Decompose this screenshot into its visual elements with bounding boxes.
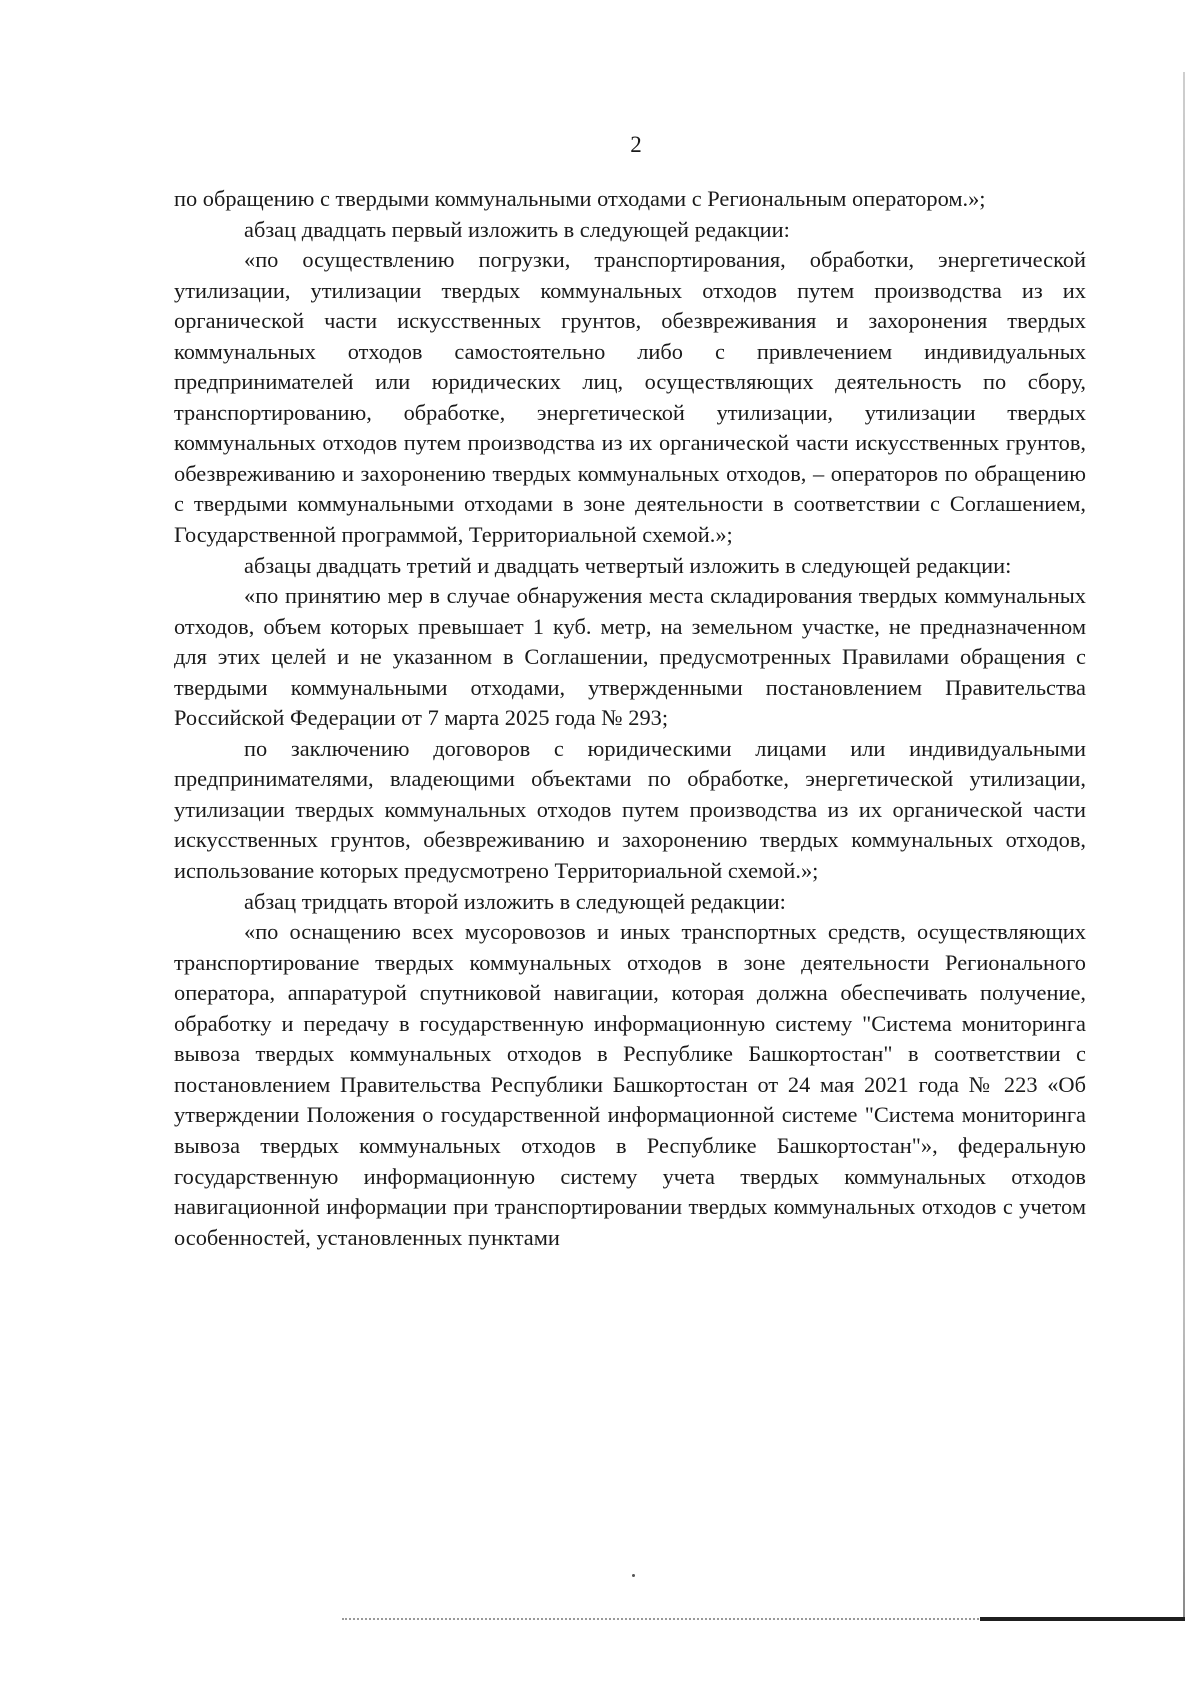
paragraph-contracts: по заключению договоров с юридическими лицами или индивидуальными предпринимателями, владеющими объектами по обработке, энергетической утилизации, утилизации твердых коммунальных отходов путем производства из их органической части искусственных грунтов, обезвреживанию и захоронению твердых коммунальных отходов, использование которых предусмотрено Территориальной схемой.»; <box>174 735 1086 884</box>
paragraph-quote-loading: «по осуществлению погрузки, транспортирования, обработки, энергетической утилизации, утилизации твердых коммунальных отходов путем производства из их органической части искусственных грунтов, обезвреживания и захоронения твердых коммунальных отходов самостоятельно либо с привлечением индивидуальных предпринимателей или юридических лиц, осуществляющих деятельность по сбору, транспортированию, обработке, энергетической утилизации, утилизации твердых коммунальных отходов путем производства из их органической части искусственных грунтов, обезвреживанию и захоронению твердых коммунальных отходов, – операторов по обращению с твердыми коммунальными отходами в зоне деятельности в соответствии с Соглашением, Государственной программой, Территориальной схемой.»; <box>174 247 1086 548</box>
paragraph-quote-equipment: «по оснащению всех мусоровозов и иных транспортных средств, осуществляющих транспортирование твердых коммунальных отходов в зоне деятельности Регионального оператора, аппаратурой спутниковой навигации, которая должна обеспечивать получение, обработку и передачу в государственную информационную систему "Система мониторинга вывоза твердых коммунальных отходов в Республике Башкортостан" в соответствии с постановлением Правительства Республики Башкортостан от 24 мая 2021 года № 223 «Об утверждении Положения о государственной информационной системе "Система мониторинга вывоза твердых коммунальных отходов в Республике Башкортостан"», федеральную государственную информационную систему учета твердых коммунальных отходов навигационной информации при транспортировании твердых коммунальных отходов с учетом особенностей, установленных пунктами <box>174 919 1086 1250</box>
paragraph-amendment-32: абзац тридцать второй изложить в следующей редакции: <box>244 888 786 914</box>
paragraph-continuation: по обращению с твердыми коммунальными отходами с Региональным оператором.»; <box>174 186 986 211</box>
scan-speck <box>632 1574 635 1577</box>
paragraph-amendment-21: абзац двадцать первый изложить в следующей редакции: <box>244 216 790 242</box>
scan-edge-right <box>1183 72 1185 1617</box>
paragraph-quote-measures: «по принятию мер в случае обнаружения места складирования твердых коммунальных отходов, объем которых превышает 1 куб. метр, на земельном участке, не предназначенном для этих целей и не указанном в Соглашении, предусмотренных Правилами обращения с твердыми коммунальными отходами, утвержденными постановлением Правительства Российской Федерации от 7 марта 2025 года № 293; <box>174 583 1086 731</box>
scan-edge-bottom-solid <box>980 1617 1185 1621</box>
page-number: 2 <box>630 132 642 157</box>
paragraph-amendment-23-24: абзацы двадцать третий и двадцать четвертый изложить в следующей редакции: <box>244 552 1012 578</box>
document-body <box>174 184 1086 1253</box>
